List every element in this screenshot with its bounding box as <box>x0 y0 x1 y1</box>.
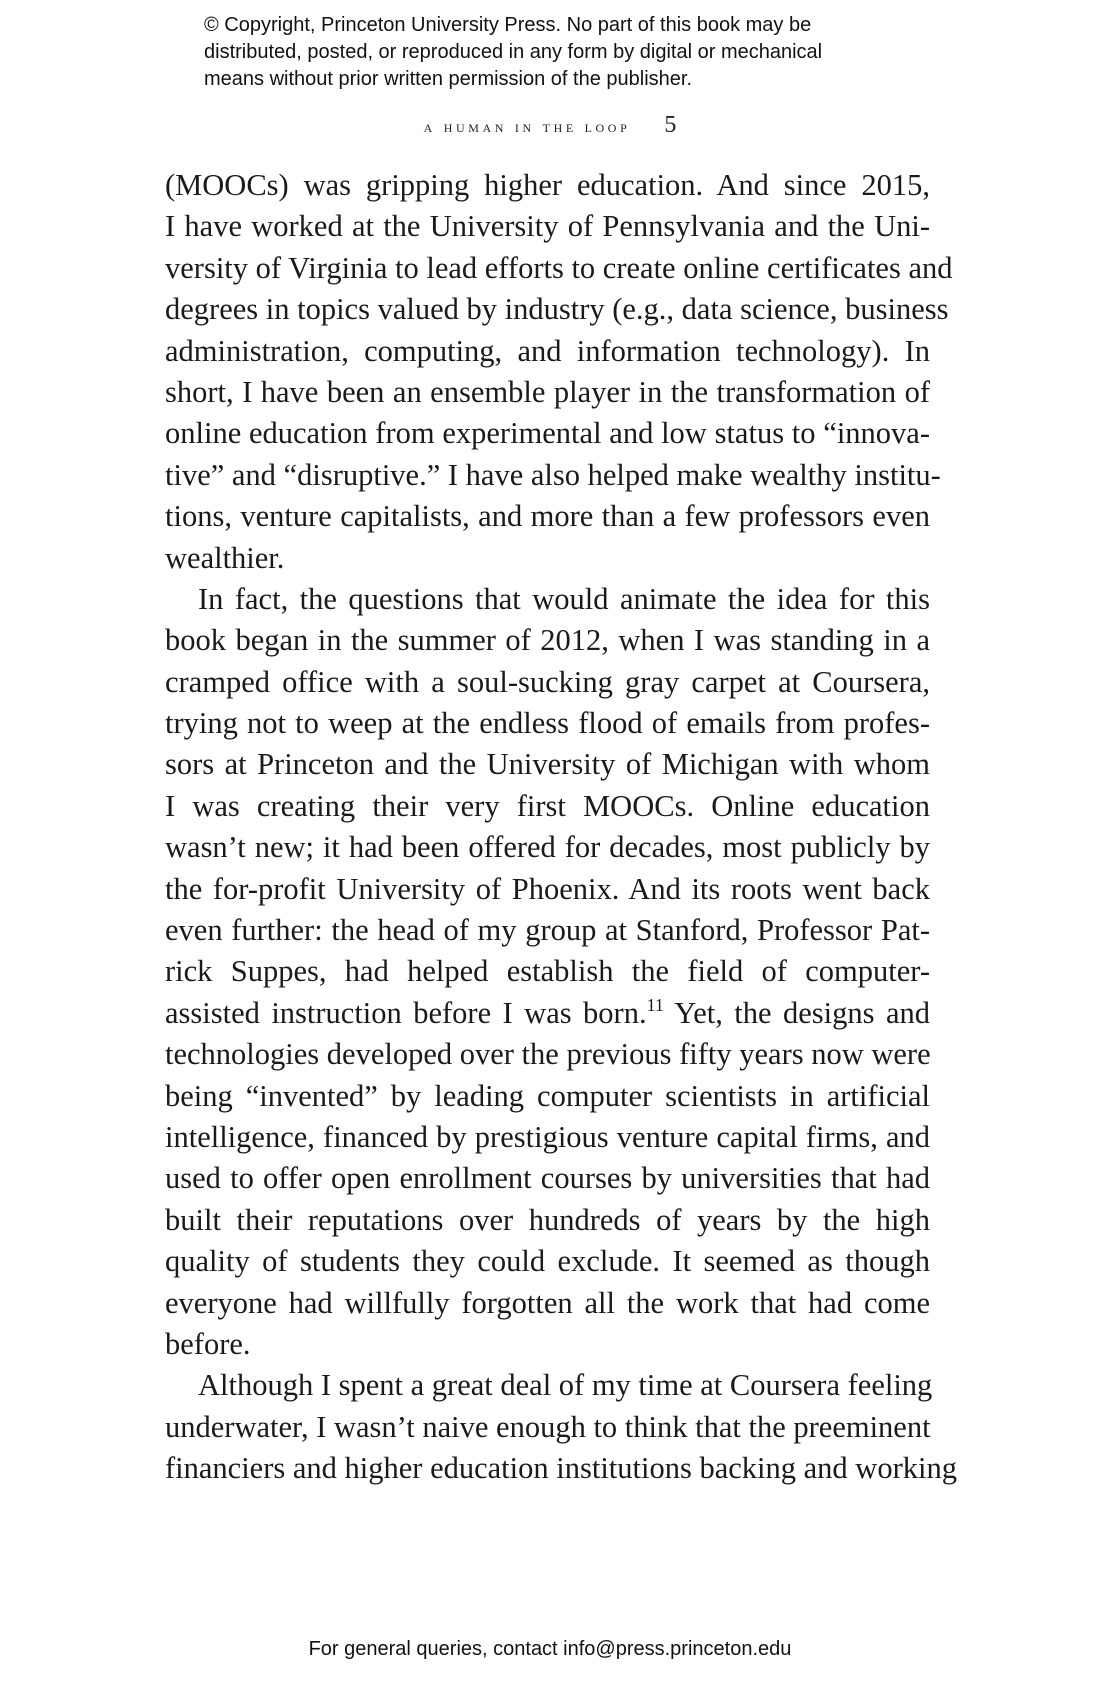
text-line: wealthier. <box>165 540 285 575</box>
text-line: online education from experimental and low status to “innova- <box>165 416 930 451</box>
text-line: In fact, the questions that would animate the idea for this <box>198 581 930 616</box>
text-line: (MOOCs) was gripping higher education. And since 2015, <box>165 168 930 202</box>
running-head <box>0 112 1100 139</box>
text-line: degrees in topics valued by industry (e.g., data science, business <box>165 292 949 327</box>
text-line: the for-profit University of Phoenix. And its roots went back <box>165 871 930 906</box>
page-number: 5 <box>664 112 677 138</box>
text-line: trying not to weep at the endless flood of emails from profes- <box>165 706 930 741</box>
text-line: versity of Virginia to lead efforts to create online certificates and <box>165 250 953 285</box>
text-line: being “invented” by leading computer scientists in artificial <box>165 1078 930 1113</box>
text-line: tive” and “disruptive.” I have also helped make wealthy institu- <box>165 457 941 492</box>
text-line: underwater, I wasn’t naive enough to think that the preeminent <box>165 1409 931 1444</box>
text-line: I have worked at the University of Pennsylvania and the Uni- <box>165 209 930 244</box>
text-line: tions, venture capitalists, and more than a few professors even <box>165 499 930 534</box>
footer-contact: For general queries, contact info@press.princeton.edu <box>308 1638 792 1660</box>
body-text <box>165 165 957 1490</box>
running-head-title: a human in the loop <box>423 117 631 136</box>
text-line: before. <box>165 1326 251 1361</box>
text-line: intelligence, financed by prestigious venture capital firms, and <box>165 1119 930 1154</box>
text-segment: assisted instruction before I was born. <box>165 995 647 1030</box>
text-line: book began in the summer of 2012, when I was standing in a <box>165 623 930 658</box>
text-segment: Yet, the designs and <box>674 995 930 1030</box>
copyright-notice <box>204 12 924 93</box>
text-line: built their reputations over hundreds of years by the high <box>165 1202 930 1237</box>
text-line: administration, computing, and information technology). In <box>165 333 930 368</box>
text-line: quality of students they could exclude. It seemed as though <box>165 1244 930 1279</box>
copyright-line: distributed, posted, or reproduced in any form by digital or mechanical <box>204 41 823 63</box>
text-line: financiers and higher education institutions backing and working <box>165 1451 957 1486</box>
text-line: wasn’t new; it had been offered for decades, most publicly by <box>165 830 930 865</box>
footnote-reference[interactable]: 11 <box>646 994 664 1015</box>
text-line <box>165 993 930 1034</box>
text-line: technologies developed over the previous fifty years now were <box>165 1037 931 1072</box>
text-line: everyone had willfully forgotten all the work that had come <box>165 1285 930 1320</box>
copyright-line: © Copyright, Princeton University Press. No part of this book may be <box>204 14 812 36</box>
text-line: cramped office with a soul-sucking gray carpet at Coursera, <box>165 664 930 699</box>
text-line: sors at Princeton and the University of Michigan with whom <box>165 747 930 782</box>
text-line: even further: the head of my group at Stanford, Professor Pat- <box>165 913 930 948</box>
copyright-line: means without prior written permission of the publisher. <box>204 68 693 90</box>
text-line: used to offer open enrollment courses by universities that had <box>165 1161 930 1196</box>
text-line: Although I spent a great deal of my time at Coursera feeling <box>198 1368 933 1403</box>
text-line: rick Suppes, had helped establish the field of computer- <box>165 954 930 989</box>
text-line: short, I have been an ensemble player in the transformation of <box>165 374 930 409</box>
text-line: I was creating their very first MOOCs. Online education <box>165 788 930 823</box>
